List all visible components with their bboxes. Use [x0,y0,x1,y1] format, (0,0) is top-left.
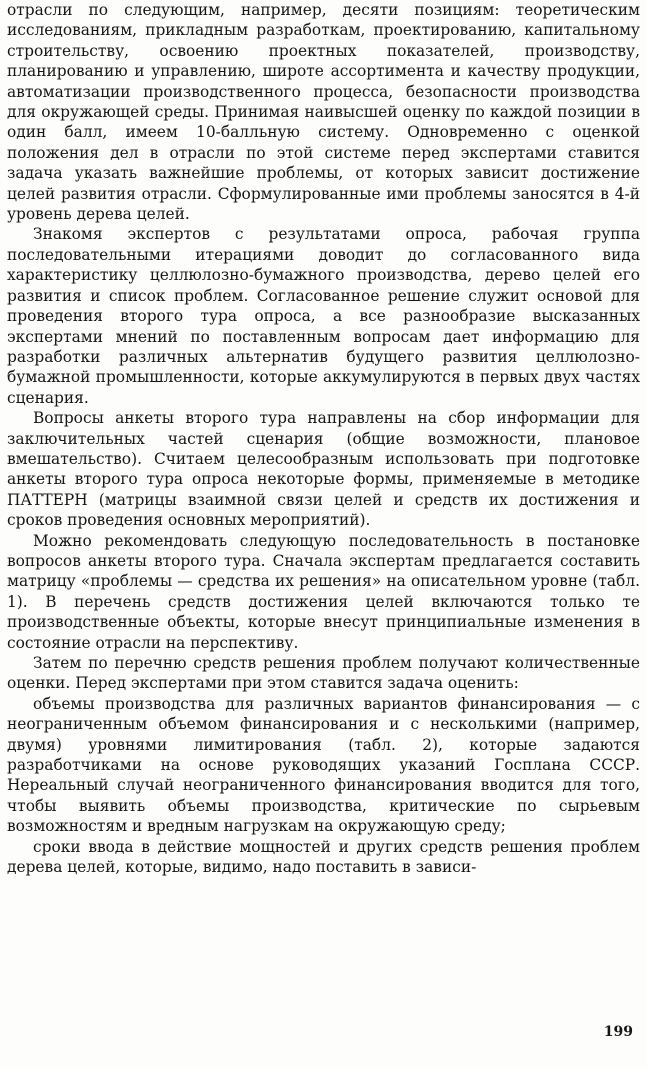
paragraph-5: Затем по перечню средств решения проблем получают количественные оценки. Перед экспертами при этом ставится задача оценить: [7,654,640,693]
page-number: 199 [603,1024,633,1040]
paragraph-1: отрасли по следующим, например, десяти позициям: теоретическим исследованиям, прикладным разработкам, проектированию, капитальному строительству, освоению проектных показателей, производству, планированию и управлению, широте ассортимента и качеству продукции, автоматизации производственного процесса, безопасности производства для окружающей среды. Принимая наивысшей оценку по каждой позиции в один балл, имеем 10-балльную систему. Одновременно с оценкой положения дел в отрасли по этой системе перед экспертами ставится задача указать важнейшие проблемы, от которых зависит достижение целей развития отрасли. Сформулированные ими проблемы заносятся в 4-й уровень дерева целей. [7,1,640,224]
paragraph-6: объемы производства для различных вариантов финансирования — с неограниченным объемом финансирования и с несколькими (например, двумя) уровнями лимитирования (табл. 2), которые задаются разработчиками на основе руководящих указаний Госплана СССР. Нереальный случай неограниченного финансирования вводится для того, чтобы выявить объемы производства, критические по сырьевым возможностям и вредным нагрузкам на окружающую среду; [7,694,640,836]
paragraph-2: Знакомя экспертов с результатами опроса, рабочая группа последовательными итерациями доводит до согласованного вида характеристику целлюлозно-бумажного производства, дерево целей его развития и список проблем. Согласованное решение служит основой для проведения второго тура опроса, а все разнообразие высказанных экспертами мнений по поставленным вопросам дает информацию для разработки различных альтернатив будущего развития целлюлозно-бумажной промышленности, которые аккумулируются в первых двух частях сценария. [7,225,640,407]
body-text [7,0,640,877]
paragraph-3: Вопросы анкеты второго тура направлены на сбор информации для заключительных частей сценария (общие возможности, плановое вмешательство). Считаем целесообразным использовать при подготовке анкеты второго тура опроса некоторые формы, применяемые в методике ПАТТЕРН (матрицы взаимной связи целей и средств их достижения и сроков проведения основных мероприятий). [7,409,640,530]
paragraph-7: сроки ввода в действие мощностей и других средств решения проблем дерева целей, которые, видимо, надо поставить в зависи- [7,837,640,877]
paragraph-4: Можно рекомендовать следующую последовательность в постановке вопросов анкеты второго тура. Сначала экспертам предлагается составить матрицу «проблемы — средства их решения» на описательном уровне (табл. 1). В перечень средств достижения целей включаются только те производственные объекты, которые внесут принципиальные изменения в состояние отрасли на перспективу. [7,531,640,652]
